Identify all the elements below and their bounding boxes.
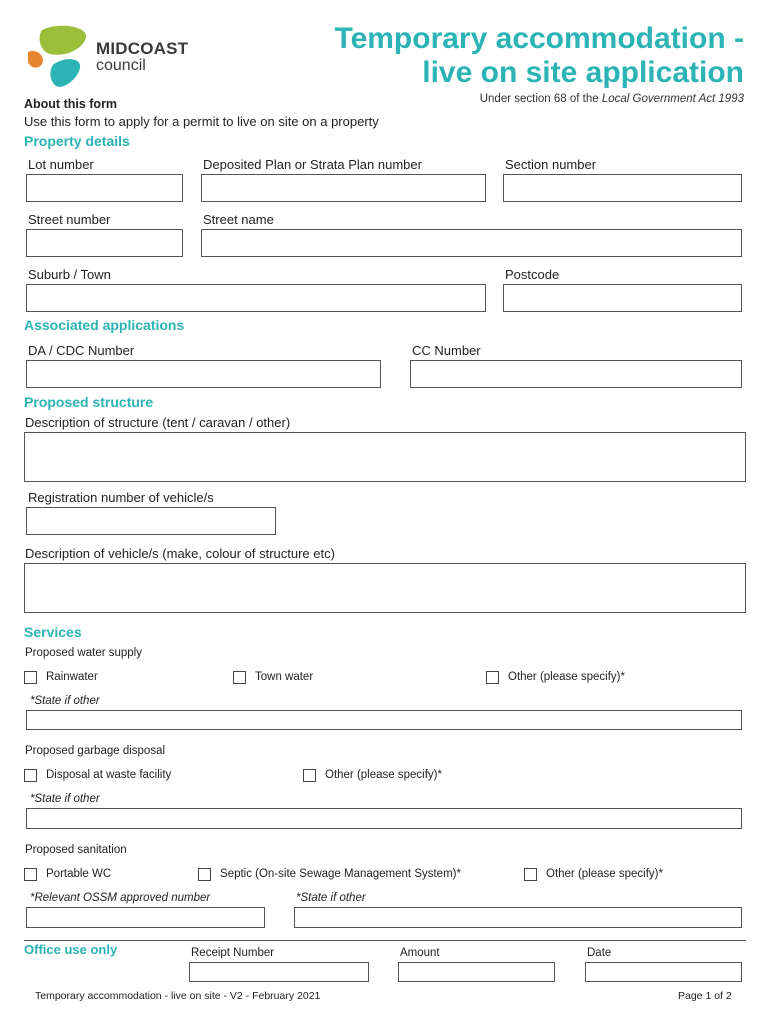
street-name-field[interactable] (201, 229, 742, 257)
sanitation-state-other-field[interactable] (294, 907, 742, 928)
sanitation-other-label: Other (please specify)* (546, 868, 663, 880)
water-state-other-field[interactable] (26, 710, 742, 730)
subtitle-prefix: Under section 68 of the (479, 93, 599, 105)
amount-label: Amount (400, 947, 440, 959)
form-title-line1: Temporary accommodation - (334, 22, 744, 55)
amount-field[interactable] (398, 962, 555, 982)
section-number-field[interactable] (503, 174, 742, 202)
deposited-plan-field[interactable] (201, 174, 486, 202)
sanitation-state-other-label: *State if other (296, 892, 366, 904)
cc-number-label: CC Number (412, 343, 481, 358)
da-cdc-field[interactable] (26, 360, 381, 388)
lot-number-field[interactable] (26, 174, 183, 202)
logo-sub-text: council (96, 57, 146, 74)
garbage-other-label: Other (please specify)* (325, 769, 442, 781)
vehicle-description-label: Description of vehicle/s (make, colour of structure etc) (25, 546, 335, 561)
office-divider (24, 940, 746, 941)
garbage-state-other-field[interactable] (26, 808, 742, 829)
garbage-disposal-label: Proposed garbage disposal (25, 745, 166, 757)
postcode-label: Postcode (505, 267, 560, 282)
services-heading: Services (24, 624, 82, 640)
receipt-number-field[interactable] (189, 962, 369, 982)
footer-page-number: Page 1 of 2 (678, 990, 732, 1002)
postcode-field[interactable] (503, 284, 742, 312)
form-subtitle (480, 93, 744, 105)
structure-description-field[interactable] (24, 432, 746, 482)
structure-description-label: Description of structure (tent / caravan / other) (25, 415, 291, 430)
form-title-line2: live on site application (422, 56, 744, 89)
section-number-label: Section number (505, 157, 597, 172)
proposed-structure-heading: Proposed structure (24, 394, 154, 410)
date-field[interactable] (585, 962, 742, 982)
deposited-plan-label: Deposited Plan or Strata Plan number (203, 157, 422, 172)
subtitle-act: Local Government Act 1993 (601, 93, 744, 105)
cc-number-field[interactable] (410, 360, 742, 388)
garbage-state-other-label: *State if other (30, 793, 100, 805)
da-cdc-label: DA / CDC Number (28, 343, 135, 358)
associated-applications-heading: Associated applications (24, 317, 185, 333)
portable-wc-label: Portable WC (46, 868, 112, 880)
vehicle-description-field[interactable] (24, 563, 746, 613)
ossm-number-label: *Relevant OSSM approved number (30, 892, 211, 904)
town-water-label: Town water (255, 671, 314, 683)
about-heading: About this form (24, 97, 118, 111)
waste-facility-label: Disposal at waste facility (46, 769, 172, 781)
footer-document-name: Temporary accommodation - live on site - V2 - February 2021 (35, 990, 321, 1002)
suburb-label: Suburb / Town (28, 267, 111, 282)
registration-field[interactable] (26, 507, 276, 535)
water-other-checkbox[interactable] (486, 671, 499, 684)
receipt-number-label: Receipt Number (191, 947, 275, 959)
registration-label: Registration number of vehicle/s (28, 490, 214, 505)
septic-checkbox[interactable] (198, 868, 211, 881)
lot-number-label: Lot number (28, 157, 94, 172)
portable-wc-checkbox[interactable] (24, 868, 37, 881)
property-details-heading: Property details (24, 133, 130, 149)
logo-main-text: MIDCOAST (96, 39, 189, 58)
septic-label: Septic (On-site Sewage Management System)* (220, 868, 461, 880)
office-use-heading: Office use only (24, 942, 118, 957)
about-text: Use this form to apply for a permit to live on site on a property (24, 114, 379, 129)
date-label: Date (587, 947, 612, 959)
street-number-label: Street number (28, 212, 111, 227)
water-other-label: Other (please specify)* (508, 671, 625, 683)
council-logo-mark (24, 24, 90, 90)
water-supply-label: Proposed water supply (25, 647, 142, 659)
rainwater-checkbox[interactable] (24, 671, 37, 684)
sanitation-other-checkbox[interactable] (524, 868, 537, 881)
street-name-label: Street name (203, 212, 274, 227)
suburb-field[interactable] (26, 284, 486, 312)
rainwater-label: Rainwater (46, 671, 98, 683)
logo-wordmark (96, 40, 188, 74)
ossm-number-field[interactable] (26, 907, 265, 928)
street-number-field[interactable] (26, 229, 183, 257)
sanitation-label: Proposed sanitation (25, 844, 127, 856)
garbage-other-checkbox[interactable] (303, 769, 316, 782)
water-state-other-label: *State if other (30, 695, 100, 707)
waste-facility-checkbox[interactable] (24, 769, 37, 782)
town-water-checkbox[interactable] (233, 671, 246, 684)
